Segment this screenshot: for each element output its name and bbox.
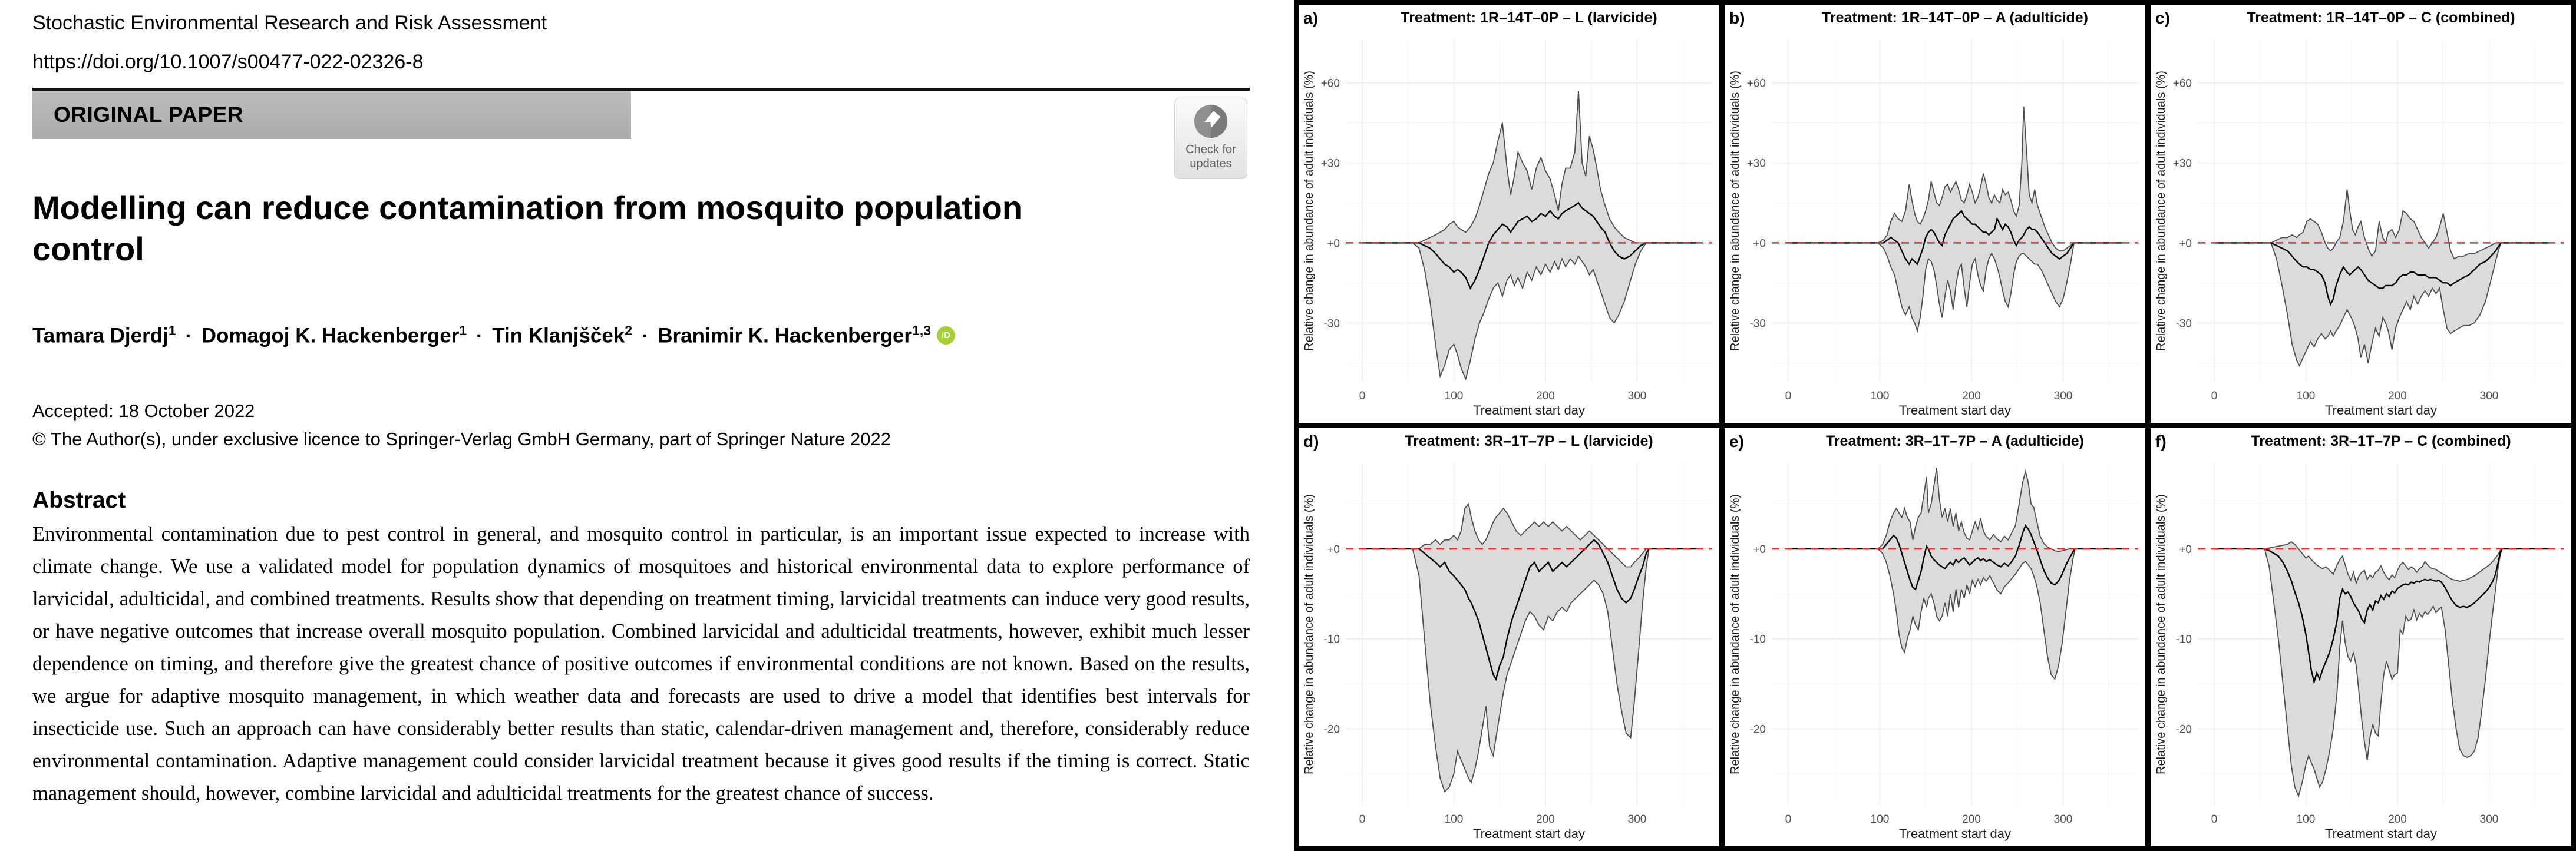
x-tick-label: 300 xyxy=(2053,390,2073,402)
y-tick-label: -10 xyxy=(1749,633,1766,646)
orcid-icon[interactable]: iD xyxy=(937,326,955,345)
x-tick-label: 0 xyxy=(1785,813,1792,826)
doi-link[interactable]: https://doi.org/10.1007/s00477-022-02326-8 xyxy=(32,51,424,73)
author-separator: · xyxy=(470,324,489,347)
y-tick-label: -10 xyxy=(1323,633,1340,646)
author-name: Tamara Djerdj xyxy=(32,324,169,347)
y-tick-label: -20 xyxy=(2175,723,2192,736)
check-for-updates-badge[interactable] xyxy=(1174,98,1247,179)
chart-panel-c xyxy=(2151,5,2571,423)
author-separator: · xyxy=(179,324,198,347)
y-tick-label: +0 xyxy=(2179,544,2192,556)
y-tick-label: +60 xyxy=(2172,77,2192,90)
author-name: Domagoj K. Hackenberger xyxy=(201,324,460,347)
y-tick-label: +0 xyxy=(1327,544,1340,556)
y-tick-label: +0 xyxy=(1753,237,1766,250)
x-tick-label: 100 xyxy=(1444,390,1464,402)
x-tick-label: 100 xyxy=(1870,813,1890,826)
y-axis-title: Relative change in abundance of adult individuals (%) xyxy=(1303,494,1316,774)
panel-label: a) xyxy=(1303,9,1318,27)
chart-title: Treatment: 1R–14T–0P – A (adulticide) xyxy=(1821,9,2089,26)
chart-svg-d xyxy=(1299,428,1719,846)
journal-name: Stochastic Environmental Research and Risk Assessment xyxy=(32,12,547,34)
chart-title: Treatment: 3R–1T–7P – A (adulticide) xyxy=(1825,433,2085,449)
y-tick-label: +60 xyxy=(1746,77,1766,90)
confidence-ribbon xyxy=(2214,542,2549,796)
abstract-heading: Abstract xyxy=(32,488,126,513)
author-affiliation-sup: 2 xyxy=(625,323,633,338)
confidence-ribbon xyxy=(1362,504,1697,792)
y-axis-title: Relative change in abundance of adult individuals (%) xyxy=(1303,71,1316,351)
panel-label: f) xyxy=(2155,432,2167,451)
y-tick-label: +0 xyxy=(2179,237,2192,250)
check-badge-line1: Check for xyxy=(1185,143,1236,156)
accepted-date: Accepted: 18 October 2022 xyxy=(32,400,255,421)
chart-svg-a xyxy=(1299,5,1719,423)
x-axis-title: Treatment start day xyxy=(2325,403,2437,418)
y-tick-label: -10 xyxy=(2175,633,2192,646)
x-tick-label: 200 xyxy=(2388,390,2407,402)
x-axis-title: Treatment start day xyxy=(1899,826,2011,841)
x-tick-label: 0 xyxy=(2211,390,2218,402)
x-tick-label: 300 xyxy=(2479,813,2499,826)
confidence-ribbon xyxy=(1788,107,2123,331)
check-badge-line2: updates xyxy=(1190,157,1232,170)
author-name: Branimir K. Hackenberger xyxy=(658,324,913,347)
panel-label: d) xyxy=(1303,432,1319,451)
y-axis-title: Relative change in abundance of adult individuals (%) xyxy=(2155,494,2168,774)
x-tick-label: 100 xyxy=(2296,813,2316,826)
x-tick-label: 100 xyxy=(1444,813,1464,826)
y-axis-title: Relative change in abundance of adult individuals (%) xyxy=(1729,71,1742,351)
figure-grid xyxy=(1294,0,2576,851)
grid-lines xyxy=(2198,40,2564,382)
panel-label: e) xyxy=(1729,432,1744,451)
confidence-ribbon xyxy=(1362,91,1697,379)
grid-lines xyxy=(1346,463,1712,805)
x-tick-label: 200 xyxy=(1536,390,1555,402)
y-tick-label: +30 xyxy=(1320,157,1340,170)
chart-panel-a xyxy=(1299,5,1719,423)
author-affiliation-sup: 1 xyxy=(459,323,467,338)
x-tick-label: 100 xyxy=(1870,390,1890,402)
y-tick-label: -20 xyxy=(1323,723,1340,736)
y-tick-label: +60 xyxy=(1320,77,1340,90)
chart-panel-e xyxy=(1725,428,2145,846)
x-tick-label: 0 xyxy=(1785,390,1792,402)
confidence-ribbon xyxy=(2214,190,2549,366)
abstract-text: Environmental contamination due to pest control in general, and mosquito control in particular, is an important issue expected to increase with climate change. We use a validated model for population dynamics of mosquitoes and historical environmental data to explore performance of larvicidal, adulticidal, and combined treatments. Results show that depending on treatment timing, larvicidal treatments can induce very good results, or have negative outcomes that increase overall mosquito population. Combined larvicidal and adulticidal treatments, however, exhibit much lesser dependence on timing, and therefore give the greatest chance of positive outcomes if environmental conditions are not known. Based on the results, we argue for adaptive mosquito management, in which weather data and forecasts are used to drive a model that identifies best intervals for insecticide use. Such an approach can have considerably better results than static, calendar-driven management and, therefore, considerably reduce environmental contamination. Adaptive management could consider larvicidal treatment because it gives good results if the timing is correct. Static management should, however, combine larvicidal and adulticidal treatments for the greatest chance of success. xyxy=(32,523,1250,804)
chart-title: Treatment: 1R–14T–0P – C (combined) xyxy=(2247,9,2515,26)
chart-svg-b xyxy=(1725,5,2145,423)
y-tick-label: -20 xyxy=(1749,723,1766,736)
x-axis-title: Treatment start day xyxy=(2325,826,2437,841)
author-name: Tin Klanjšček xyxy=(492,324,625,347)
confidence-ribbon xyxy=(1788,468,2123,680)
article-title: Modelling can reduce contamination from mosquito population control xyxy=(32,189,1023,267)
y-tick-label: -30 xyxy=(1323,317,1340,330)
x-tick-label: 0 xyxy=(1359,813,1366,826)
y-tick-label: +30 xyxy=(1746,157,1766,170)
x-tick-label: 200 xyxy=(1962,390,1981,402)
chart-panel-d xyxy=(1299,428,1719,846)
author-list xyxy=(32,323,955,348)
crossmark-icon xyxy=(1193,103,1229,140)
x-tick-label: 200 xyxy=(2388,813,2407,826)
chart-panel-f xyxy=(2151,428,2571,846)
panel-label: b) xyxy=(1729,9,1745,27)
x-axis-title: Treatment start day xyxy=(1473,403,1585,418)
x-tick-label: 0 xyxy=(2211,813,2218,826)
section-badge: ORIGINAL PAPER xyxy=(32,91,631,139)
chart-svg-e xyxy=(1725,428,2145,846)
x-tick-label: 200 xyxy=(1962,813,1981,826)
y-axis-title: Relative change in abundance of adult individuals (%) xyxy=(2155,71,2168,351)
x-tick-label: 0 xyxy=(1359,390,1366,402)
y-tick-label: +0 xyxy=(1753,544,1766,556)
chart-title: Treatment: 1R–14T–0P – L (larvicide) xyxy=(1401,9,1657,26)
x-tick-label: 300 xyxy=(1627,390,1647,402)
x-tick-label: 100 xyxy=(2296,390,2316,402)
copyright-line: © The Author(s), under exclusive licence to Springer-Verlag GmbH Germany, part of Springer Nature 2022 xyxy=(32,429,891,449)
x-tick-label: 200 xyxy=(1536,813,1555,826)
author-affiliation-sup: 1 xyxy=(168,323,176,338)
grid-lines xyxy=(1772,463,2138,805)
author-separator: · xyxy=(636,324,655,347)
chart-title: Treatment: 3R–1T–7P – L (larvicide) xyxy=(1405,433,1653,449)
x-tick-label: 300 xyxy=(1627,813,1647,826)
x-axis-title: Treatment start day xyxy=(1473,826,1585,841)
x-axis-title: Treatment start day xyxy=(1899,403,2011,418)
y-tick-label: +30 xyxy=(2172,157,2192,170)
y-tick-label: +0 xyxy=(1327,237,1340,250)
y-tick-label: -30 xyxy=(2175,317,2192,330)
y-axis-title: Relative change in abundance of adult individuals (%) xyxy=(1729,494,1742,774)
chart-title: Treatment: 3R–1T–7P – C (combined) xyxy=(2251,433,2511,449)
y-tick-label: -30 xyxy=(1749,317,1766,330)
chart-svg-f xyxy=(2151,428,2571,846)
x-tick-label: 300 xyxy=(2053,813,2073,826)
chart-panel-b xyxy=(1725,5,2145,423)
author-affiliation-sup: 1,3 xyxy=(912,323,932,338)
chart-svg-c xyxy=(2151,5,2571,423)
x-tick-label: 300 xyxy=(2479,390,2499,402)
panel-label: c) xyxy=(2155,9,2170,27)
